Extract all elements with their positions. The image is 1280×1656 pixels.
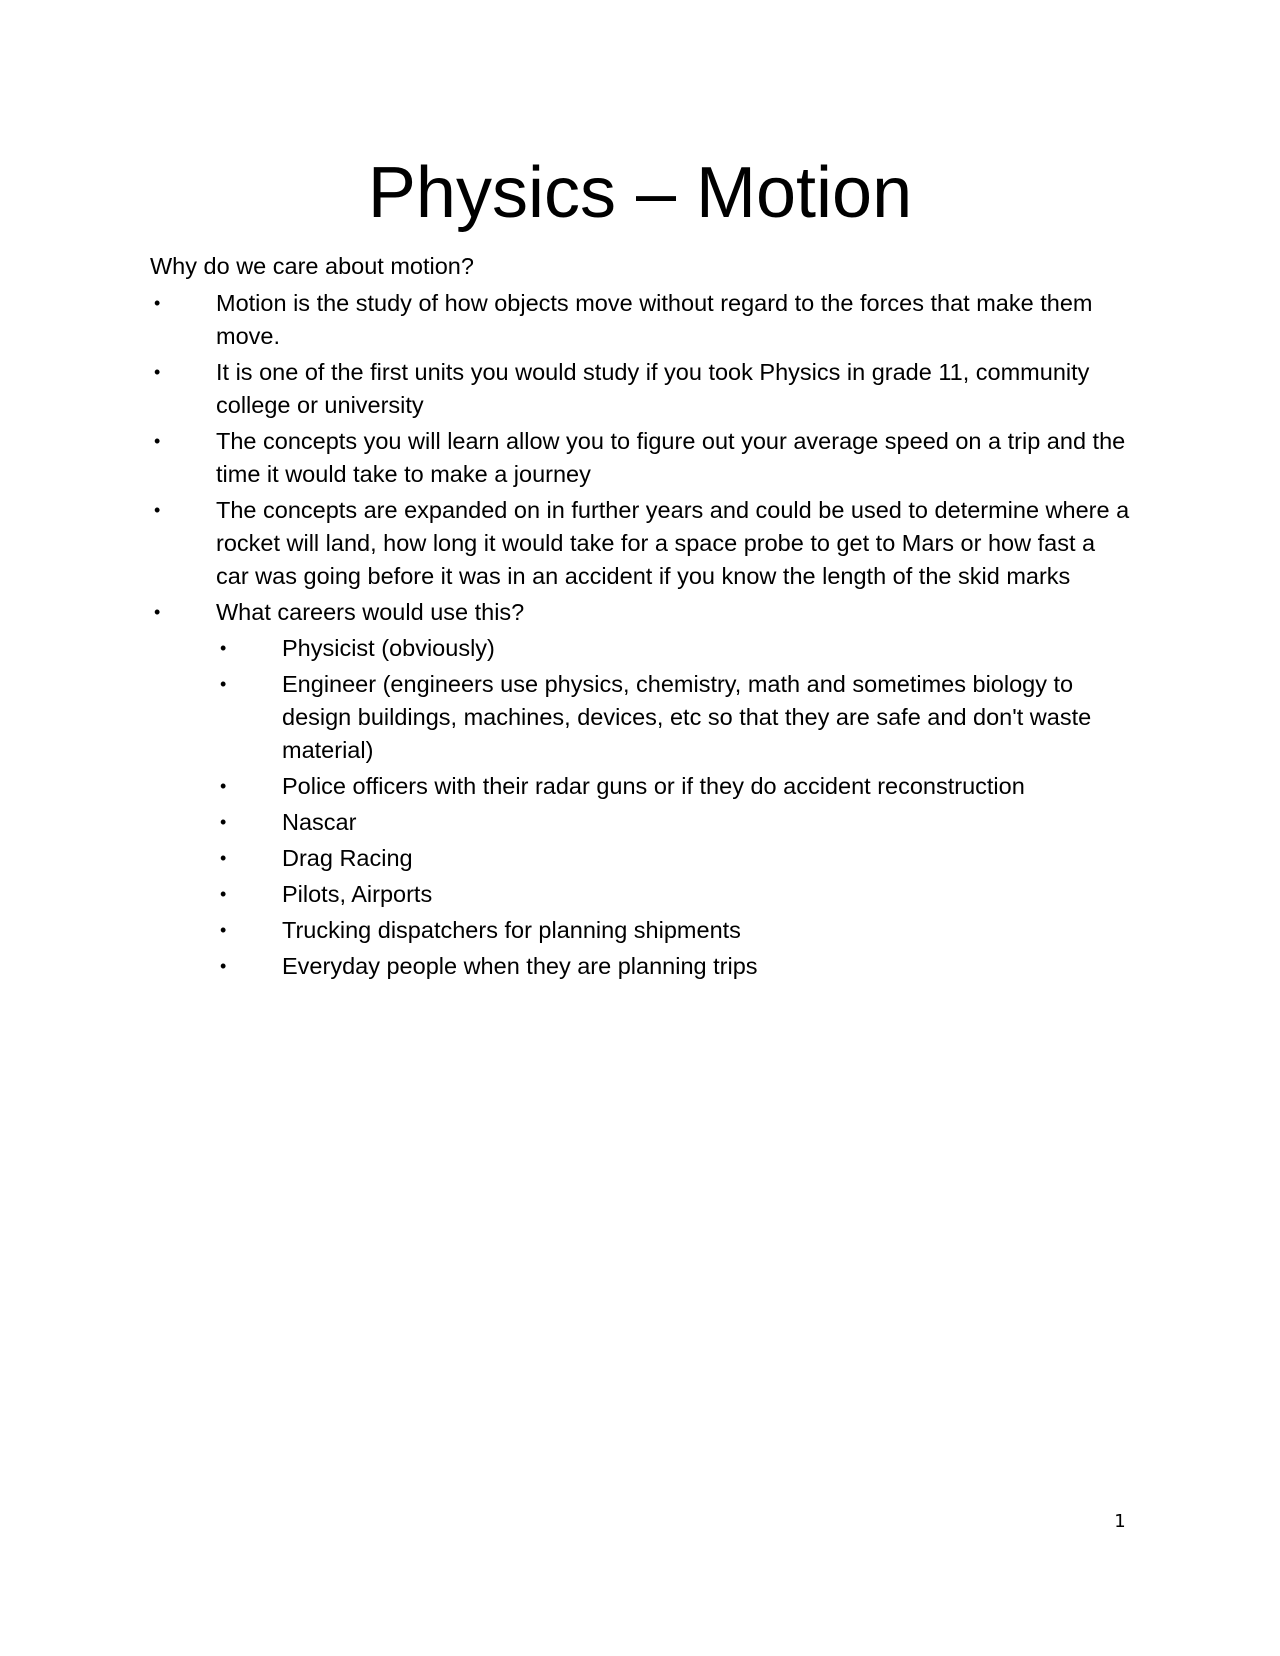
sub-list-item xyxy=(216,842,1130,875)
bullet-icon: • xyxy=(220,812,227,832)
bullet-text: Motion is the study of how objects move without regard to the forces that make them move. xyxy=(216,290,1093,349)
bullet-text: The concepts you will learn allow you to figure out your average speed on a trip and the time it would take to make a journey xyxy=(216,428,1126,487)
career-text: Physicist (obviously) xyxy=(282,635,495,661)
bullet-icon: • xyxy=(220,674,227,694)
bullet-icon: • xyxy=(220,884,227,904)
bullet-text: What careers would use this? xyxy=(216,599,525,625)
bullet-icon: • xyxy=(154,500,161,520)
page-number: 1 xyxy=(1114,1511,1126,1532)
sub-list-item xyxy=(216,668,1130,767)
bullet-icon: • xyxy=(154,362,161,382)
career-text: Trucking dispatchers for planning shipments xyxy=(282,917,741,943)
bullet-icon: • xyxy=(220,956,227,976)
bullet-icon: • xyxy=(220,776,227,796)
bullet-icon: • xyxy=(154,293,161,313)
career-text: Nascar xyxy=(282,809,357,835)
bullet-text: The concepts are expanded on in further years and could be used to determine where a rocket will land, how long it would take for a space probe to get to Mars or how fast a car was going before it was in an accident if you know the length of the skid marks xyxy=(216,497,1130,589)
page-title: Physics – Motion xyxy=(367,153,913,233)
sub-list-item xyxy=(216,632,1130,665)
career-text: Engineer (engineers use physics, chemistry, math and sometimes biology to design buildings, machines, devices, etc so that they are safe and don't waste material) xyxy=(282,671,1092,763)
career-text: Pilots, Airports xyxy=(282,881,433,907)
main-bullet-list xyxy=(150,287,1130,983)
careers-sublist xyxy=(216,632,1130,983)
career-text: Police officers with their radar guns or if they do accident reconstruction xyxy=(282,773,1025,799)
list-item xyxy=(150,494,1130,593)
intro-question: Why do we care about motion? xyxy=(150,253,474,279)
career-text: Drag Racing xyxy=(282,845,413,871)
list-item-careers xyxy=(150,596,1130,983)
sub-list-item xyxy=(216,806,1130,839)
list-item xyxy=(150,425,1130,491)
sub-list-item xyxy=(216,878,1130,911)
sub-list-item xyxy=(216,950,1130,983)
bullet-icon: • xyxy=(220,848,227,868)
bullet-icon: • xyxy=(220,638,227,658)
list-item xyxy=(150,356,1130,422)
bullet-icon: • xyxy=(154,431,161,451)
list-item xyxy=(150,287,1130,353)
bullet-icon: • xyxy=(220,920,227,940)
document-body xyxy=(150,250,1130,986)
bullet-icon: • xyxy=(154,602,161,622)
bullet-text: It is one of the first units you would study if you took Physics in grade 11, community college or university xyxy=(216,359,1090,418)
sub-list-item xyxy=(216,770,1130,803)
sub-list-item xyxy=(216,914,1130,947)
career-text: Everyday people when they are planning trips xyxy=(282,953,758,979)
